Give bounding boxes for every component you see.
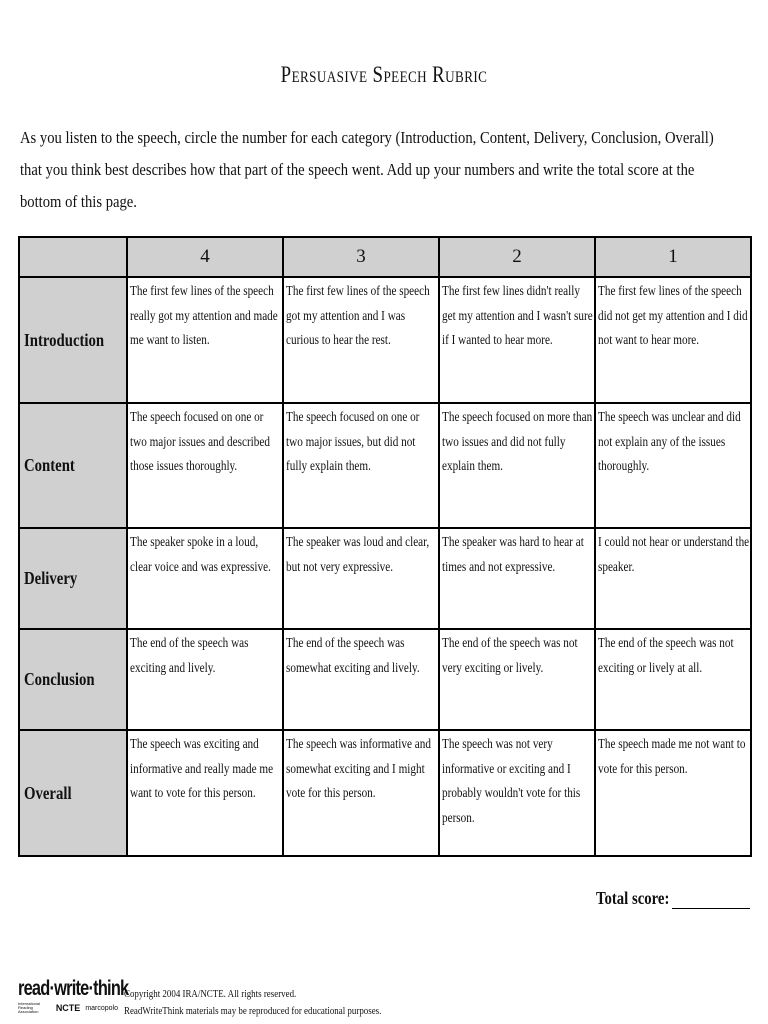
copyright-notice <box>124 986 427 1020</box>
criterion-text: The speech focused on more than two issues and did not fully explain them. <box>442 410 593 474</box>
score-header[interactable]: 1 <box>595 237 751 277</box>
table-row <box>19 730 751 856</box>
criterion-cell[interactable] <box>127 403 283 528</box>
criterion-text: The end of the speech was not very exciting or lively. <box>442 636 578 676</box>
total-score-text: Total score: <box>596 888 670 908</box>
category-cell <box>19 403 127 528</box>
criterion-text: The speech was unclear and did not explain any of the issues thoroughly. <box>598 410 741 474</box>
table-row <box>19 277 751 403</box>
criterion-cell[interactable] <box>439 528 595 629</box>
category-cell <box>19 730 127 856</box>
criterion-cell[interactable] <box>283 277 439 403</box>
marcopolo-logo: marcopolo <box>85 1004 118 1012</box>
criterion-text: I could not hear or understand the speaker. <box>598 535 750 575</box>
total-score-label <box>596 888 686 909</box>
ncte-logo: NCTE <box>55 1003 81 1013</box>
criterion-text: The speech was informative and somewhat exciting and I might vote for this person. <box>286 737 431 801</box>
criterion-text: The speech was not very informative or exciting and I probably wouldn't vote for this person. <box>442 737 581 826</box>
category-cell <box>19 629 127 730</box>
total-score-field[interactable] <box>672 908 750 909</box>
criterion-text: The end of the speech was not exciting or lively at all. <box>598 636 734 676</box>
category-label: Introduction <box>24 329 105 350</box>
criterion-cell[interactable] <box>283 403 439 528</box>
score-header[interactable]: 3 <box>283 237 439 277</box>
criterion-cell[interactable] <box>595 528 751 629</box>
score-header[interactable]: 2 <box>439 237 595 277</box>
criterion-cell[interactable] <box>127 730 283 856</box>
category-label: Content <box>24 455 75 475</box>
score-header[interactable]: 4 <box>127 237 283 277</box>
criterion-text: The first few lines of the speech did not get my attention and I did not want to hear more. <box>598 284 748 348</box>
criterion-text: The speech was exciting and informative and really made me want to vote for this person. <box>130 737 274 801</box>
page-title: Persuasive Speech Rubric <box>280 62 488 87</box>
criterion-text: The first few lines didn't really get my attention and I wasn't sure if I wanted to hear more. <box>442 284 593 348</box>
ira-logo: International Reading Association <box>18 1001 41 1014</box>
header-row <box>19 237 751 277</box>
criterion-cell[interactable] <box>283 730 439 856</box>
readwritethink-logo <box>18 977 129 1018</box>
criterion-text: The speech made me not want to vote for this person. <box>598 737 746 777</box>
criterion-cell[interactable] <box>595 629 751 730</box>
instructions-line: that you think best describes how that part of the speech went. Add up your numbers and write the total score at the <box>20 160 695 179</box>
table-row <box>19 629 751 730</box>
category-label: Delivery <box>24 568 78 588</box>
criterion-cell[interactable] <box>439 277 595 403</box>
category-label: Conclusion <box>24 669 95 689</box>
criterion-text: The speaker spoke in a loud, clear voice and was expressive. <box>130 535 271 575</box>
partner-logos <box>18 1002 118 1014</box>
criterion-cell[interactable] <box>127 528 283 629</box>
criterion-text: The end of the speech was somewhat exciting and lively. <box>286 636 420 676</box>
reproduction-line: ReadWriteThink materials may be reproduced for educational purposes. <box>124 1006 382 1017</box>
criterion-text: The first few lines of the speech really got my attention and made me want to listen. <box>130 284 278 348</box>
category-cell <box>19 277 127 403</box>
copyright-line: Copyright 2004 IRA/NCTE. All rights reserved. <box>124 989 297 1000</box>
criterion-text: The first few lines of the speech got my attention and I was curious to hear the rest. <box>286 284 430 348</box>
criterion-cell[interactable] <box>595 277 751 403</box>
criterion-cell[interactable] <box>439 629 595 730</box>
table-row <box>19 528 751 629</box>
logo-wordmark: read·write·think <box>18 977 129 1000</box>
criterion-cell[interactable] <box>595 403 751 528</box>
criterion-cell[interactable] <box>595 730 751 856</box>
instructions <box>20 122 748 218</box>
instructions-line: bottom of this page. <box>20 192 137 211</box>
criterion-cell[interactable] <box>127 277 283 403</box>
criterion-text: The speech focused on one or two major issues, but did not fully explain them. <box>286 410 420 474</box>
criterion-cell[interactable] <box>283 629 439 730</box>
criterion-text: The speaker was loud and clear, but not very expressive. <box>286 535 430 575</box>
category-label: Overall <box>24 782 72 803</box>
corner-cell <box>19 237 127 277</box>
criterion-cell[interactable] <box>127 629 283 730</box>
criterion-text: The speaker was hard to hear at times and not expressive. <box>442 535 584 575</box>
instructions-line: As you listen to the speech, circle the number for each category (Introduction, Content, Delivery, Conclusion, Overall) <box>20 128 714 147</box>
criterion-text: The speech focused on one or two major issues and described those issues thoroughly. <box>130 410 270 474</box>
table-row <box>19 403 751 528</box>
criterion-cell[interactable] <box>439 403 595 528</box>
criterion-text: The end of the speech was exciting and lively. <box>130 636 249 676</box>
criterion-cell[interactable] <box>439 730 595 856</box>
rubric-table <box>18 236 752 857</box>
criterion-cell[interactable] <box>283 528 439 629</box>
category-cell <box>19 528 127 629</box>
